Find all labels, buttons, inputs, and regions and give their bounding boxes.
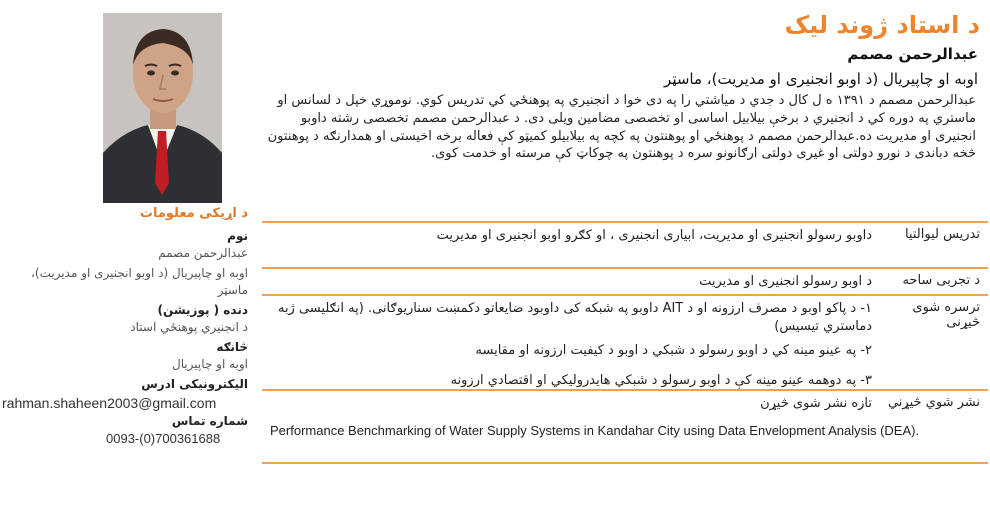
info-table [262, 221, 988, 409]
phone-value: 0093-(0)700361688 [106, 431, 221, 446]
biography-text: عبدالرحمن مصمم د ۱۳۹۱ ه ل کال د جدي د میاشتي را په دی خوا د انجنيري په پوهنځي کي تدريس کوي. نوموړي خپل د لسانس او ماستري په دوره کي د انجنيري د برخې بیلابیل اساسی او تخصصی مضامین ویلی دی. د عبدالرحمن مصمم تخصصی رشته داوبو انجنیری او مدیریت ده.عبدالرحمن مصمم د پوهنځي او پوهنتون په کچه په بیلابیلو کمیټو کې فعاله برخه اخیستی او همدارنګه د پوهنتون څخه دباندی د نورو دولتی او غیری دولتی ارګانونو سره د پوهنتون په چوکاټ کې مرسته او خدمت کوی. [267, 93, 976, 162]
contact-heading: د اړیکی معلومات [139, 206, 248, 221]
experience-value: د اوبو رسولو انجنیری او مدیریت [699, 274, 872, 289]
phone-label: شماره تماس [171, 414, 248, 428]
publications-row [262, 389, 988, 409]
email-link[interactable]: rahman.shaheen2003@gmail.com [2, 395, 217, 411]
portrait-image [103, 13, 222, 203]
main-content [262, 8, 988, 163]
name-value: عبدالرحمن مصمم [158, 246, 248, 260]
research-item: ۳- په دوهمه عینو مینه کې د اوبو رسولو د شبکي هايدروليکي او اقتصادي ارزونه [450, 373, 872, 388]
teaching-label: تدریس لیوالتیا [904, 227, 980, 242]
department-value: اوبه او چاپیریال [171, 357, 248, 371]
page-title: د استاد ژوند لیک [784, 11, 980, 39]
research-list [262, 296, 878, 389]
email-label: الیکترونیکی ادرس [141, 377, 248, 391]
research-label: ترسره شوی څیړنی [912, 300, 980, 330]
publications-label: نشر شوي څیړني [887, 395, 980, 410]
position-value: د انجنيري پوهنځي استاد [130, 320, 248, 334]
lecturer-degree: اوبه او چاپیریال (د اوبو انجنیری او مدیریت)، ماسټر [664, 70, 978, 88]
contact-panel [2, 205, 248, 510]
teaching-row [262, 221, 988, 267]
teaching-value: داوبو رسولو انجنیری او مدیریت، ابیاری انجنیری ، او کګرو اوبو انجنیری او مدیریت [436, 228, 872, 243]
profile-photo [103, 13, 222, 203]
publication-title-english: Performance Benchmarking of Water Supply Systems in Kandahar City using Data Envelopment Analysis (DEA). [270, 423, 920, 438]
experience-row [262, 267, 988, 294]
publications-value: تازه نشر شوی څیړن [760, 396, 872, 411]
name-label: نوم [227, 229, 248, 243]
department-label: څانګه [216, 340, 248, 354]
research-item: ۱- د پاکو اوبو د مصرف ارزونه او د AIT داوبو په شبکه کی داوبود ضایعاتو دکمښت سناریوګانی. (په انګلیسی ژبه دماستري تيسيس) [277, 301, 872, 334]
field-value: اوبه او چاپیریال (د اوبو انجنیری او مدیریت)، ماسټر [31, 266, 248, 297]
lecturer-name: عبدالرحمن مصمم [847, 45, 978, 63]
research-row [262, 294, 988, 389]
bottom-divider [262, 462, 988, 464]
experience-label: د تجربی ساحه [902, 273, 980, 288]
position-label: دنده ( پوزیشن) [157, 303, 248, 317]
research-item: ۲- په عينو مينه کي د اوبو رسولو د شبکي د اوبو د کيفيت ارزونه او مقايسه [475, 343, 872, 358]
